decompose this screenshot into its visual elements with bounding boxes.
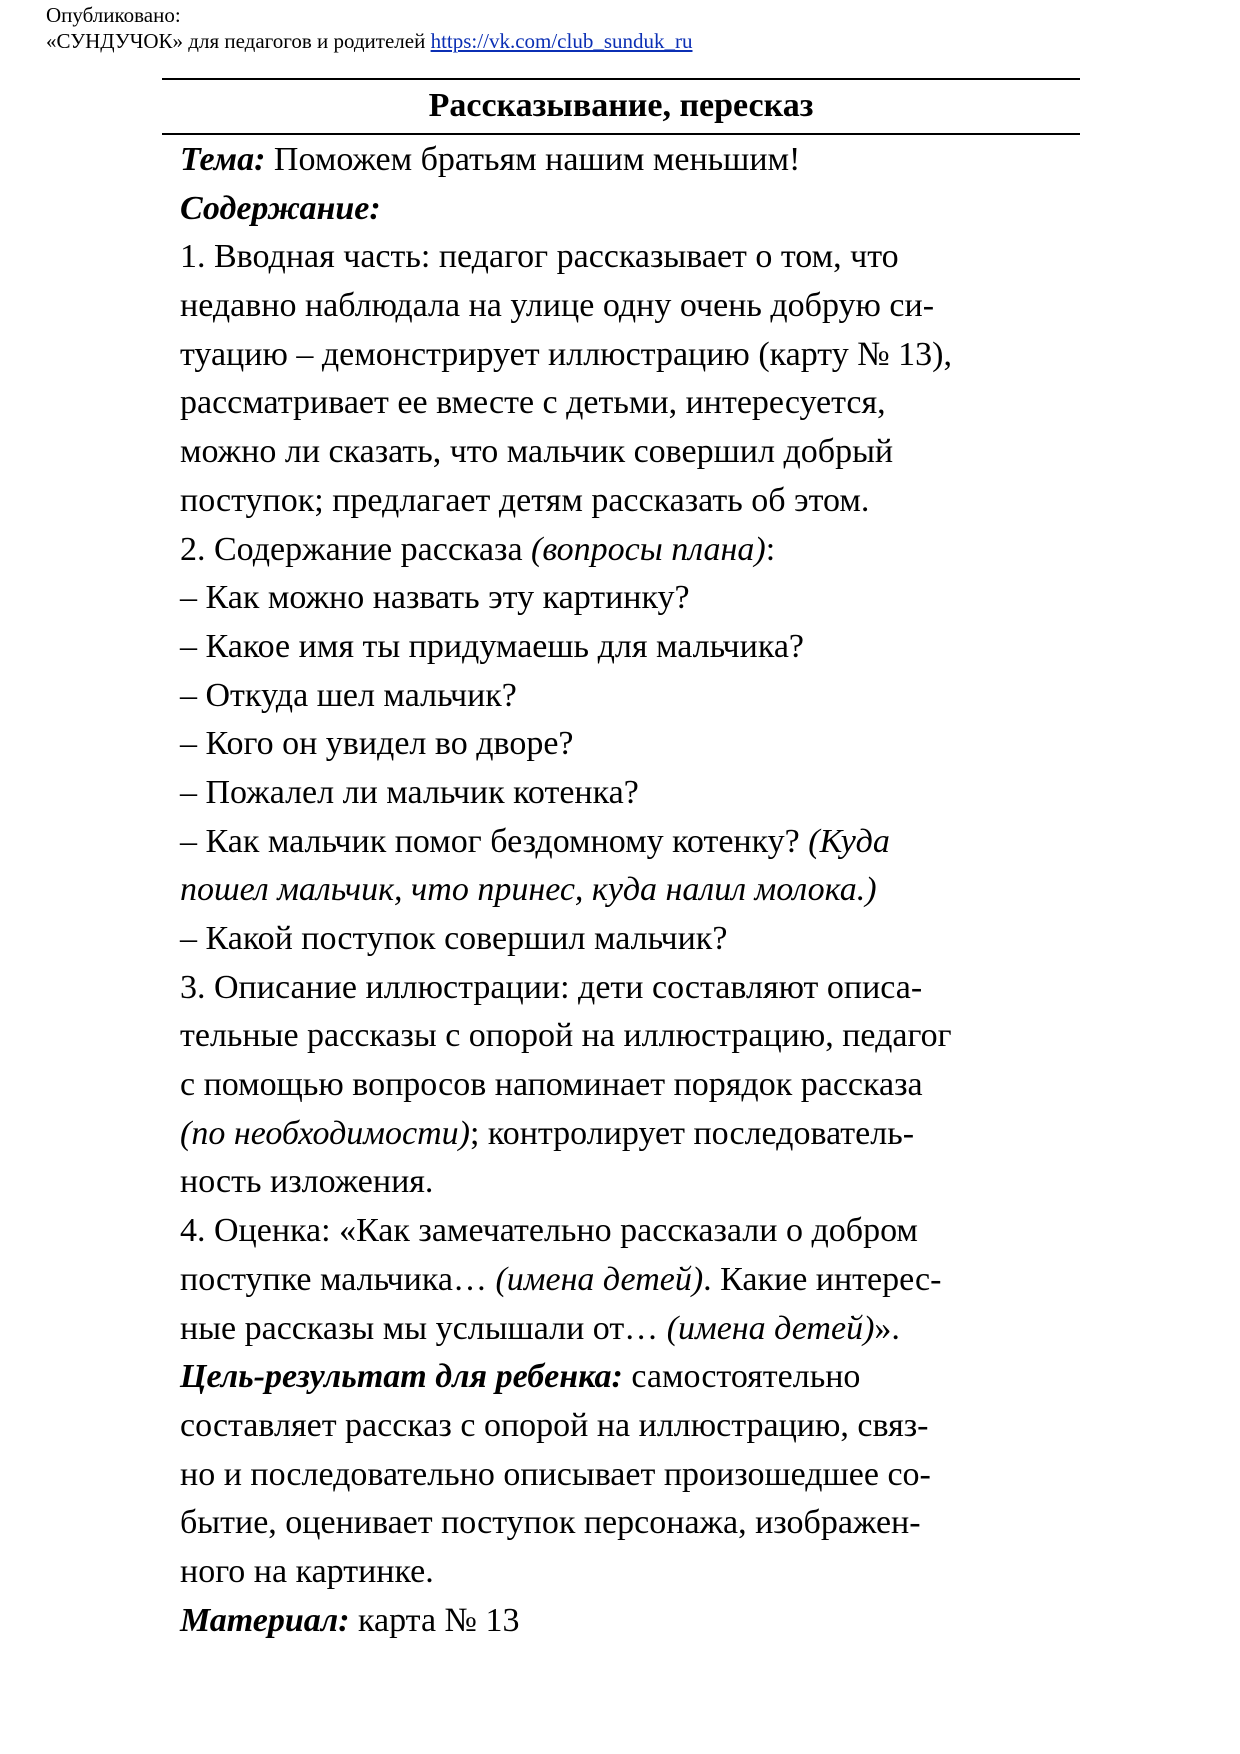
question-6-continuation: пошел мальчик, что принес, куда налил молока.) xyxy=(180,871,877,909)
section3-line: 3. Описание иллюстрации: дети составляют описа- xyxy=(180,968,923,1006)
title-bottom-rule xyxy=(162,133,1080,135)
published-label: Опубликовано: xyxy=(46,3,181,27)
goal-line: но и последовательно описывает произошедшее со- xyxy=(180,1455,931,1493)
question-line: – Какой поступок совершил мальчик? xyxy=(180,920,728,957)
material-label: Материал: xyxy=(180,1601,350,1639)
content-heading-line xyxy=(180,185,1095,234)
section4-mixed-line xyxy=(180,1305,1095,1354)
document-title: Рассказывание, пересказ xyxy=(428,87,814,124)
document-body xyxy=(180,136,1095,1645)
section3-line: с помощью вопросов напоминает порядок рассказа xyxy=(180,1066,923,1104)
goal-text: самостоятельно xyxy=(622,1358,861,1396)
question-line: – Какое имя ты придумаешь для мальчика? xyxy=(180,627,805,665)
source-line xyxy=(46,28,693,54)
content-label: Содержание: xyxy=(180,189,381,227)
section3-italic: (по необходимости) xyxy=(180,1114,470,1152)
section2-italic: (вопросы плана) xyxy=(531,530,766,568)
question-line: – Откуда шел мальчик? xyxy=(180,676,517,714)
section4-text: ные рассказы мы услышали от… xyxy=(180,1309,667,1347)
material-text: карта № 13 xyxy=(349,1601,520,1639)
intro-line: 1. Вводная часть: педагог рассказывает о том, что xyxy=(180,238,899,276)
goal-label: Цель-результат для ребенка: xyxy=(180,1358,623,1396)
topic-line xyxy=(180,136,1095,185)
section2-end: : xyxy=(765,530,776,568)
intro-line: туацию – демонстрирует иллюстрацию (карту № 13), xyxy=(180,335,952,373)
intro-line: поступок; предлагает детям рассказать об этом. xyxy=(180,481,870,519)
question-line: – Пожалел ли мальчик котенка? xyxy=(180,773,639,811)
question-line: – Как можно назвать эту картинку? xyxy=(180,579,690,617)
source-text: «СУНДУЧОК» для педагогов и родителей xyxy=(46,29,426,53)
goal-line: ного на картинке. xyxy=(180,1552,434,1590)
source-link[interactable]: https://vk.com/club_sunduk_ru xyxy=(430,29,693,53)
goal-line: составляет рассказ с опорой на иллюстрацию, связ- xyxy=(180,1406,929,1444)
section4-text: поступке мальчика… xyxy=(180,1260,496,1298)
section4-line: 4. Оценка: «Как замечательно рассказали о добром xyxy=(180,1212,918,1250)
section4-italic: (имена детей) xyxy=(666,1309,875,1347)
section4-tail: . Какие интерес- xyxy=(703,1260,942,1298)
question-6-text: – Как мальчик помог бездомному котенку? xyxy=(180,822,809,860)
intro-line: рассматривает ее вместе с детьми, интересуется, xyxy=(180,384,886,422)
material-line xyxy=(180,1597,1095,1646)
section3-line: ность изложения. xyxy=(180,1163,434,1201)
section3-line: тельные рассказы с опорой на иллюстрацию, педагог xyxy=(180,1017,952,1055)
goal-line xyxy=(180,1353,1095,1402)
section2-text: 2. Содержание рассказа xyxy=(180,530,532,568)
title-top-rule xyxy=(162,78,1080,80)
publication-header xyxy=(46,2,693,54)
question-6-line xyxy=(180,818,1095,867)
topic-label: Тема: xyxy=(180,141,266,178)
question-6-italic: (Куда xyxy=(808,822,890,860)
section3-tail: ; контролирует последователь- xyxy=(469,1114,915,1152)
question-line: – Кого он увидел во дворе? xyxy=(180,725,574,763)
section3-mixed-line xyxy=(180,1110,1095,1159)
section4-mixed-line xyxy=(180,1256,1095,1305)
goal-line: бытие, оценивает поступок персонажа, изображен- xyxy=(180,1504,921,1542)
section4-tail: ». xyxy=(874,1309,900,1347)
section4-italic: (имена детей) xyxy=(495,1260,704,1298)
topic-text: Поможем братьям нашим меньшим! xyxy=(265,141,801,178)
section2-heading xyxy=(180,526,1095,575)
intro-line: недавно наблюдала на улице одну очень добрую си- xyxy=(180,287,935,325)
intro-line: можно ли сказать, что мальчик совершил добрый xyxy=(180,433,894,471)
